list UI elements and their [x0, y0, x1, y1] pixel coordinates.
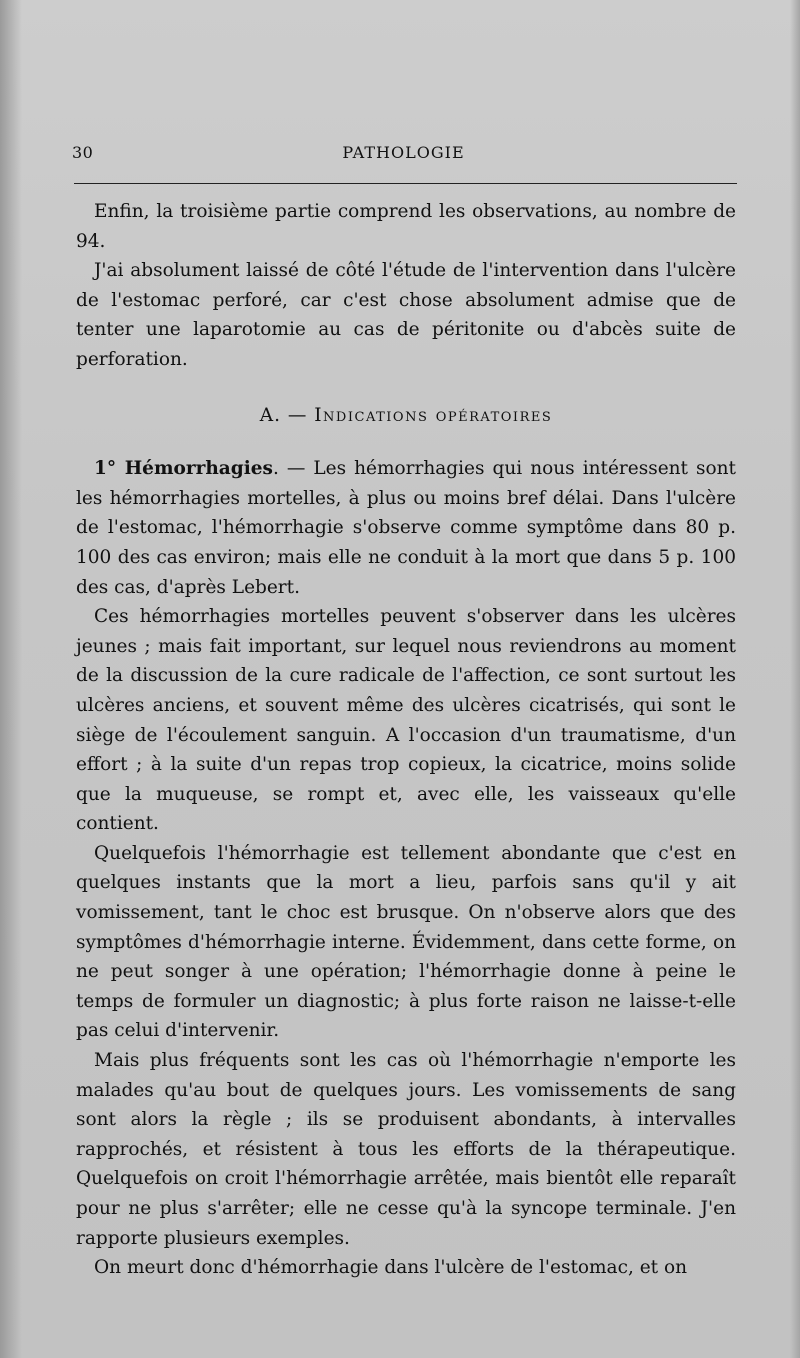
header-rule — [74, 183, 737, 184]
paragraph-1: Enfin, la troisième partie comprend les observations, au nombre de 94. — [76, 201, 736, 252]
scan-shadow-left — [0, 0, 22, 1358]
paragraph-3-text: . — Les hémorrhagies qui nous intéressent sont les hémorrhagies mortelles, à plus ou moins bref délai. Dans l'ulcère de l'estomac, l'hémorrhagie s'observe comme symptôme dans 80 p. 100 des cas environ; mais elle ne conduit à la mort que dans 5 p. 100 des cas, d'après Lebert. — [76, 458, 736, 598]
paragraph-2: J'ai absolument laissé de côté l'étude de l'intervention dans l'ulcère de l'estomac perforé, car c'est chose absolument admise que de tenter une laparotomie au cas de péritonite ou d'abcès suite de perforation. — [76, 260, 736, 370]
page-number: 30 — [72, 143, 94, 162]
running-title: PATHOLOGIE — [342, 143, 465, 162]
section-letter: A. — — [259, 404, 308, 426]
paragraph-6: Mais plus fréquents sont les cas où l'hémorrhagie n'emporte les malades qu'au bout de quelques jours. Les vomissements de sang sont alors la règle ; ils se produisent abondants, à intervalles rapprochés, et résistent à tous les efforts de la thérapeutique. Quelquefois on croit l'hémorrhagie arrêtée, mais bientôt elle reparaît pour ne plus s'arrêter; elle ne cesse qu'à la syncope terminale. J'en rapporte plusieurs exemples. — [76, 1050, 736, 1249]
paragraph-4: Ces hémorrhagies mortelles peuvent s'observer dans les ulcères jeunes ; mais fait important, sur lequel nous reviendrons au moment de la discussion de la cure radicale de l'affection, ce sont surtout les ulcères anciens, et souvent même des ulcères cicatrisés, qui sont le siège de l'écoulement sanguin. A l'occasion d'un traumatisme, d'un effort ; à la suite d'un repas trop copieux, la cicatrice, moins solide que la muqueuse, se rompt et, avec elle, les vaisseaux qu'elle contient. — [76, 606, 736, 835]
scan-shadow-right — [790, 0, 800, 1358]
body-text — [76, 197, 736, 1283]
paragraph-7: On meurt donc d'hémorrhagie dans l'ulcère de l'estomac, et on — [94, 1257, 688, 1279]
section-title: Indications opératoires — [314, 404, 553, 426]
run-in-heading: 1° Hémorrhagies — [94, 458, 273, 480]
paragraph-5: Quelquefois l'hémorrhagie est tellement abondante que c'est en quelques instants que la mort a lieu, parfois sans qu'il y ait vomissement, tant le choc est brusque. On n'observe alors que des symptômes d'hémorrhagie interne. Évidemment, dans cette forme, on ne peut songer à une opération; l'hémorrhagie donne à peine le temps de formuler un diagnostic; à plus forte raison ne laisse-t-elle pas celui d'intervenir. — [76, 842, 736, 1042]
section-heading — [76, 401, 736, 431]
page-header — [70, 143, 737, 169]
paragraph-3 — [76, 454, 736, 602]
